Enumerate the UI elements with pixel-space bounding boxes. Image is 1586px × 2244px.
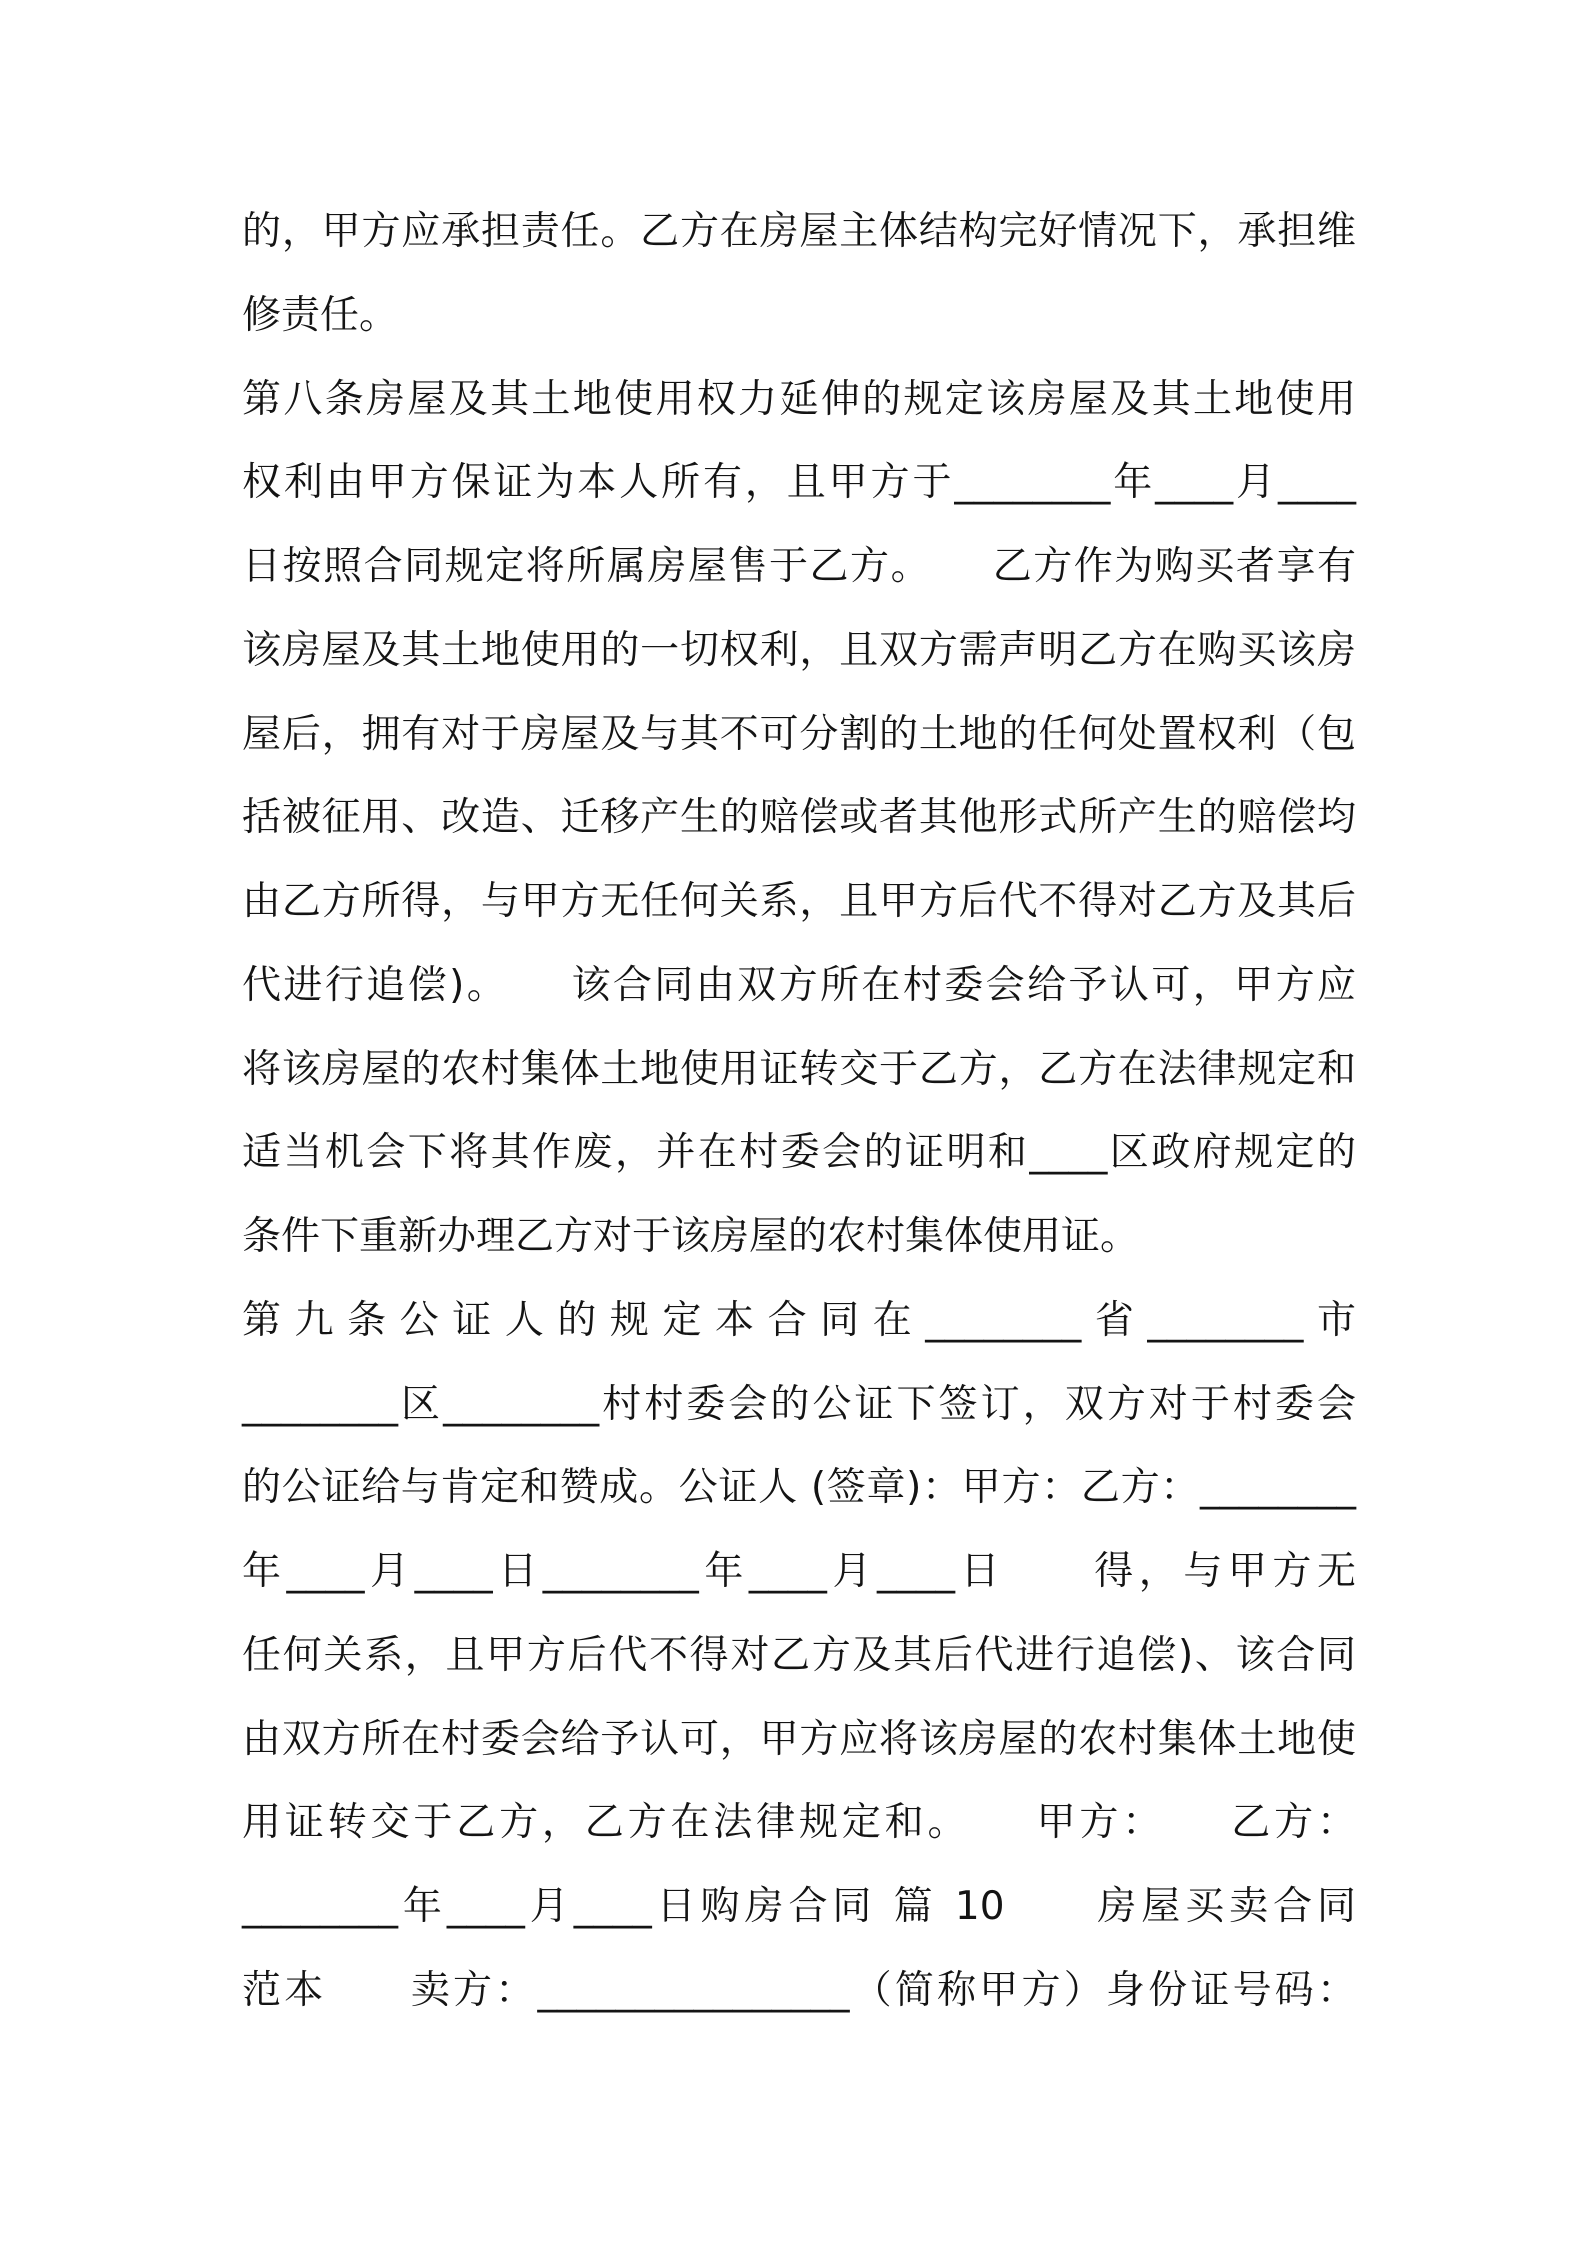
text-line: 的，甲方应承担责任。乙方在房屋主体结构完好情况下，承担维 (242, 209, 1356, 254)
text-line: 的公证给与肯定和赞成。公证人 (签章)：甲方：乙方：________ (242, 1465, 1356, 1511)
text-line: 范本 卖方：________________（简称甲方）身份证号码： (242, 1967, 1356, 2013)
text-line: 日按照合同规定将所属房屋售于乙方。 乙方作为购买者享有 (242, 544, 1356, 589)
text-line: 括被征用、改造、迁移产生的赔偿或者其他形式所产生的赔偿均 (242, 795, 1356, 841)
text-line: 用证转交于乙方，乙方在法律规定和。 甲方： 乙方： (242, 1800, 1356, 1846)
text-line: 将该房屋的农村集体土地使用证转交于乙方，乙方在法律规定和 (242, 1046, 1356, 1092)
text-line: ________年____月____日购房合同 篇 10 房屋买卖合同 (242, 1884, 1356, 1929)
text-line: 该房屋及其土地使用的一切权利，且双方需声明乙方在购买该房 (242, 627, 1356, 673)
text-line: 第九条公证人的规定本合同在________省________市 (242, 1297, 1356, 1343)
text-line: 权利由甲方保证为本人所有，且甲方于________年____月____ (242, 460, 1356, 506)
paragraph (242, 1279, 1356, 2033)
text-line: 由双方所在村委会给予认可，甲方应将该房屋的农村集体土地使 (242, 1716, 1356, 1762)
paragraph (242, 190, 1356, 358)
text-line: ________区________村村委会的公证下签订，双方对于村委会 (242, 1381, 1356, 1427)
paragraph (242, 358, 1356, 1279)
text-line: 年____月____日________年____月____日 得，与甲方无 (242, 1549, 1356, 1594)
text-line: 适当机会下将其作废，并在村委会的证明和____区政府规定的 (242, 1130, 1356, 1176)
text-line: 屋后，拥有对于房屋及与其不可分割的土地的任何处置权利（包 (242, 711, 1356, 757)
text-line: 条件下重新办理乙方对于该房屋的农村集体使用证。 (242, 1214, 1140, 1259)
text-line: 由乙方所得，与甲方无任何关系，且甲方后代不得对乙方及其后 (242, 879, 1356, 924)
text-line: 代进行追偿)。 该合同由双方所在村委会给予认可，甲方应 (242, 962, 1356, 1008)
text-line: 第八条房屋及其土地使用权力延伸的规定该房屋及其土地使用 (242, 376, 1356, 422)
document-body (242, 190, 1356, 2033)
text-line: 修责任。 (242, 292, 399, 338)
text-line: 任何关系，且甲方后代不得对乙方及其后代进行追偿)、该合同 (242, 1632, 1356, 1678)
